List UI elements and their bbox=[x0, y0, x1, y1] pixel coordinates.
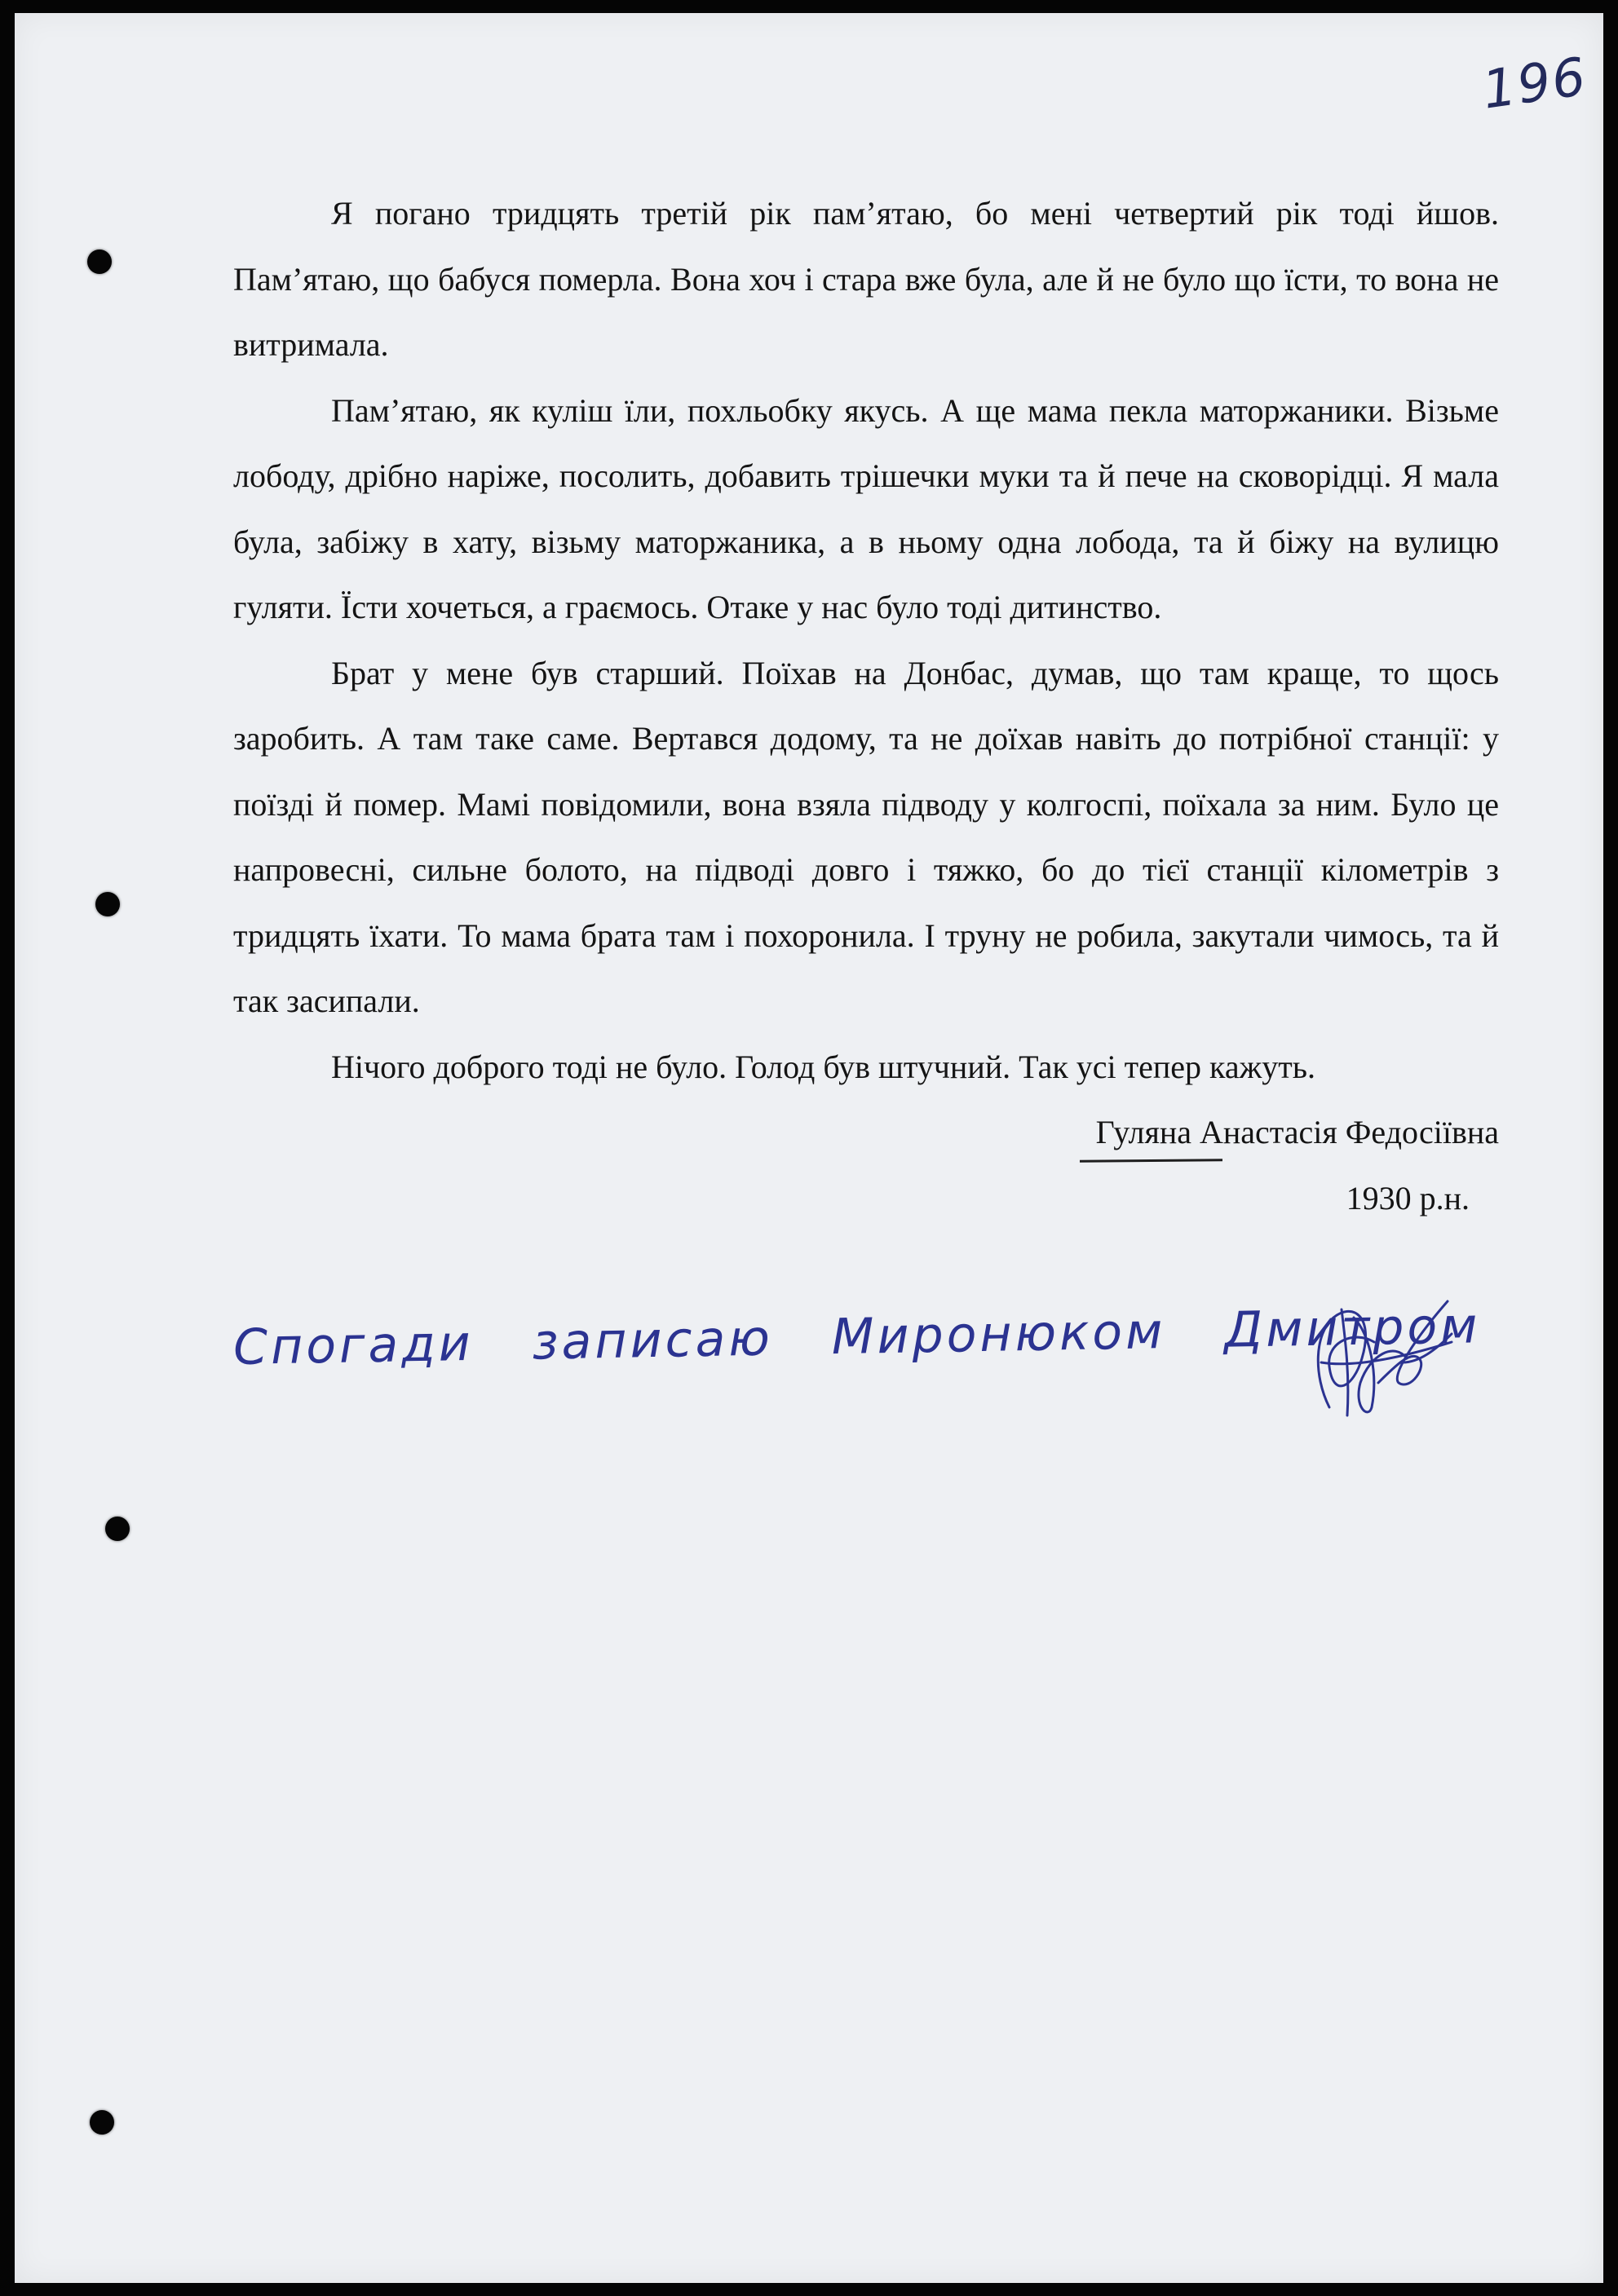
witness-name bbox=[233, 1100, 1499, 1166]
punch-hole bbox=[87, 249, 112, 274]
paragraph: Пам’ятаю, як куліш їли, похльобку якусь. А ще мама пекла маторжаники. Візьме лободу, дрібно наріже, посолить, добавить трішечки муки та й пече на сковорідці. Я мала була, забіжу в хату, візьму маторжаника, а в ньому одна лобода, та й біжу на вулицю гуляти. Їсти хочеться, а граємось. Отаке у нас було тоді дитинство. bbox=[233, 391, 1499, 625]
handwritten-word: Спогади bbox=[232, 1314, 475, 1376]
handwritten-word: Дмитром bbox=[1223, 1297, 1481, 1359]
punch-hole bbox=[90, 2110, 114, 2135]
signature-icon bbox=[1297, 1285, 1460, 1424]
handwritten-word: Миронюком bbox=[831, 1303, 1166, 1367]
paragraph: Я погано тридцять третій рік пам’ятаю, бо мені четвертий рік тоді йшов. Пам’ятаю, що бабуся померла. Вона хоч і стара вже була, але й не було що їсти, то вона не витримала. bbox=[233, 195, 1499, 363]
witness-name-text: Гуляна Анастасія Федосіївна bbox=[1095, 1114, 1499, 1150]
punch-hole bbox=[105, 1517, 130, 1541]
handwritten-word: записаю bbox=[532, 1309, 774, 1371]
document-page bbox=[15, 13, 1603, 2283]
testimony-text bbox=[233, 181, 1499, 1231]
witness-birth-year: 1930 р.н. bbox=[1346, 1179, 1470, 1216]
page-number: 196 bbox=[1479, 46, 1591, 121]
paragraph: Нічого доброго тоді не було. Голод був штучний. Так усі тепер кажуть. bbox=[331, 1048, 1315, 1085]
paragraph: Брат у мене був старший. Поїхав на Донбас, думав, що там краще, то щось заробить. А там таке саме. Вертався додому, та не доїхав навіть до потрібної станції: у поїзді й помер. Мамі повідомили, вона взяла підводу у колгоспі, поїхала за ним. Було це напровесні, сильне болото, на підводі довго і тяжко, бо до тієї станції кілометрів з тридцять їхати. То мама брата там і похоронила. І труну не робила, закутали чимось, та й так засипали. bbox=[233, 654, 1499, 1019]
punch-hole bbox=[95, 892, 120, 916]
